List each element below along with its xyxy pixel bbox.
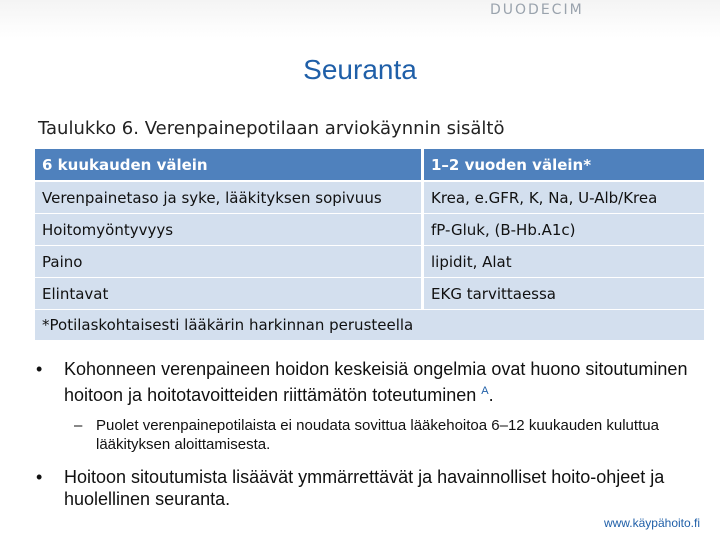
table-footnote: *Potilaskohtaisesti lääkärin harkinnan perusteella [35, 310, 704, 341]
table-row [35, 214, 704, 246]
bullet-item [36, 358, 706, 406]
table-caption: Taulukko 6. Verenpainepotilaan arviokäynnin sisältö [38, 118, 505, 139]
bullet-text: Hoitoon sitoutumista lisäävät ymmärrettävät ja havainnolliset hoito-ohjeet ja huolellinen seuranta. [64, 467, 665, 509]
brand-logo-text: DUODECIM [490, 2, 584, 18]
table-footnote-row [35, 310, 704, 341]
slide-title: Seuranta [303, 54, 417, 85]
bullet-end: . [488, 385, 494, 405]
header-one-two-years: 1–2 vuoden välein* [423, 149, 705, 181]
table-cell: EKG tarvittaessa [423, 278, 705, 310]
table-cell: Verenpainetaso ja syke, lääkityksen sopivuus [35, 181, 423, 214]
bullet-text: Kohonneen verenpaineen hoidon keskeisiä ongelmia ovat huono sitoutuminen hoitoon ja hoitotavoitteiden riittämätön toteutuminen [64, 359, 688, 405]
table-cell: fP-Gluk, (B-Hb.A1c) [423, 214, 705, 246]
header-six-months: 6 kuukauden välein [35, 149, 423, 181]
top-banner [0, 0, 720, 38]
sub-bullet-text: Puolet verenpainepotilaista ei noudata sovittua lääkehoitoa 6–12 kuukauden kuluttua lääkityksen aloittamisesta. [96, 417, 659, 453]
table-cell: Hoitomyöntyvyys [35, 214, 423, 246]
bullet-item [36, 466, 706, 510]
footer-website-link[interactable]: www.käypähoito.fi [603, 516, 700, 530]
table-row [35, 278, 704, 310]
table-row [35, 246, 704, 278]
sub-bullet-item [36, 416, 706, 454]
bullet-list [36, 358, 706, 510]
table-cell: Krea, e.GFR, K, Na, U-Alb/Krea [423, 181, 705, 214]
bullet-dot-icon: • [36, 359, 43, 379]
table-row [35, 181, 704, 214]
dash-icon: – [74, 417, 83, 434]
table-header-row [35, 149, 704, 181]
table-cell: Elintavat [35, 278, 423, 310]
table-cell: lipidit, Alat [423, 246, 705, 278]
followup-table [35, 149, 704, 340]
table-cell: Paino [35, 246, 423, 278]
bullet-dot-icon: • [36, 467, 43, 487]
evidence-grade: A [481, 385, 489, 397]
